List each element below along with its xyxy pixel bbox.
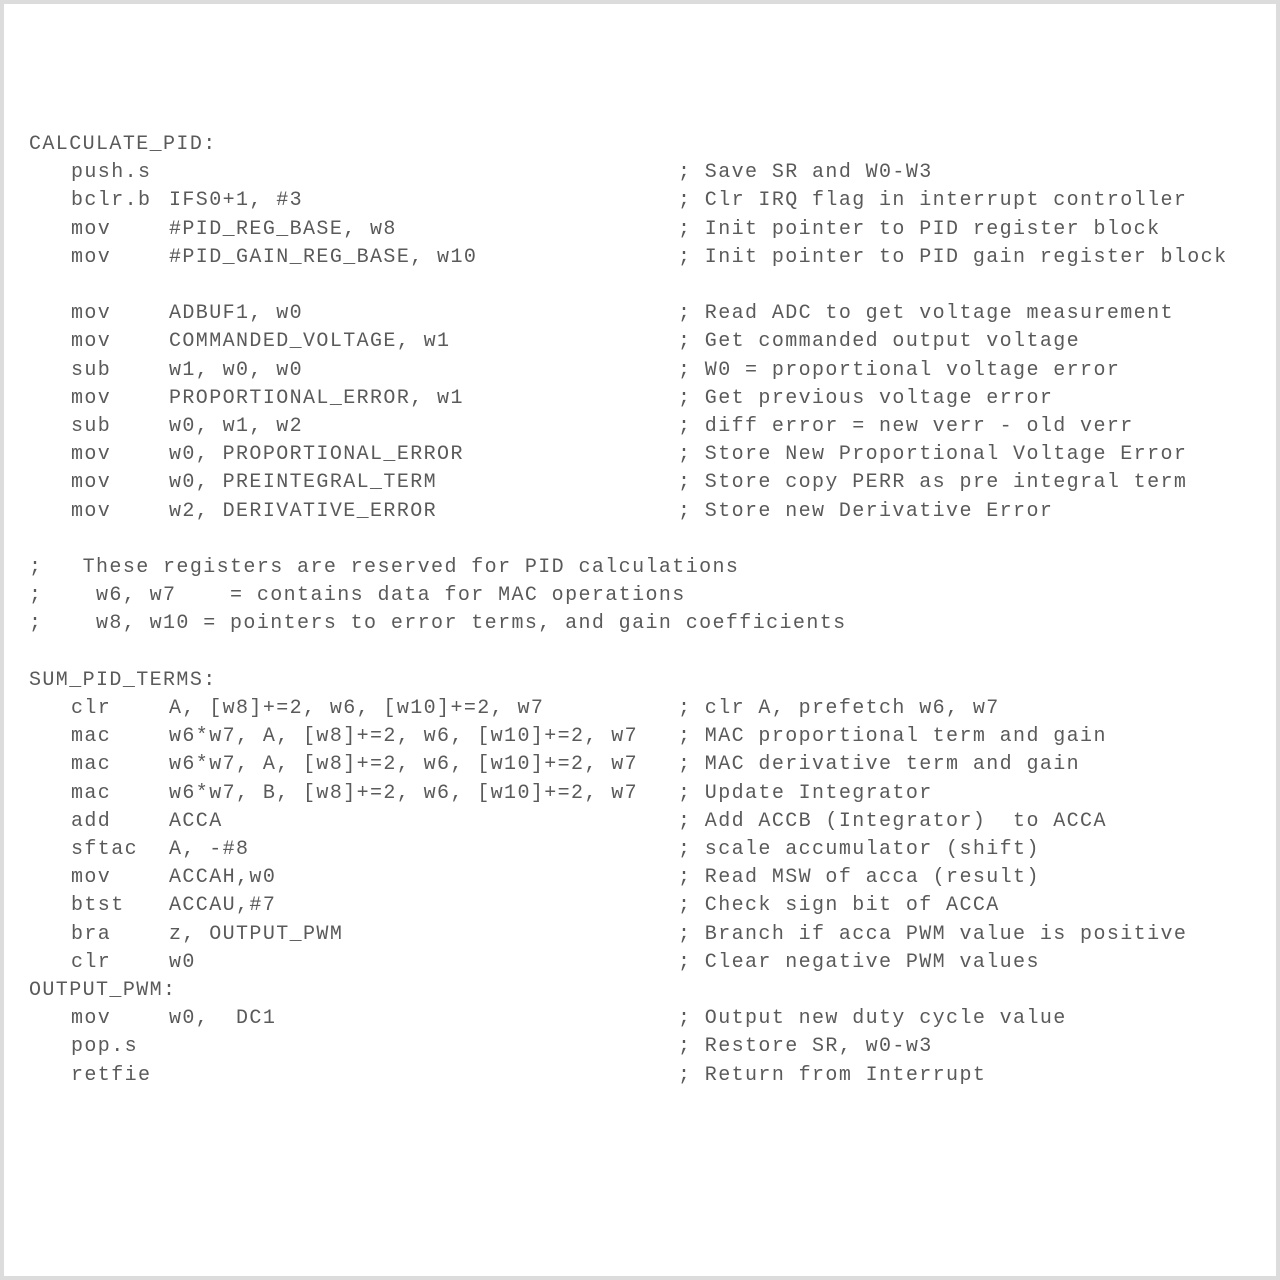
instruction-comment: ; MAC proportional term and gain [678,725,1107,749]
instruction-mnemonic: sub [71,415,112,438]
instruction-line [4,1062,1276,1090]
instruction-line [4,1033,1276,1061]
comment-line [4,554,1276,582]
instruction-operands: A, [w8]+=2, w6, [w10]+=2, w7 [169,697,545,720]
instruction-comment: ; Read ADC to get voltage measurement [678,302,1174,326]
instruction-operands: w0, PREINTEGRAL_TERM [169,471,438,495]
instruction-comment: ; Check sign bit of ACCA [678,894,1000,918]
code-label-line [4,667,1276,695]
instruction-operands: w0 [169,950,196,974]
instruction-operands: COMMANDED_VOLTAGE, w1 [169,330,451,354]
instruction-line [4,244,1276,272]
instruction-line [4,498,1276,526]
instruction-operands: w6*w7, A, [w8]+=2, w6, [w10]+=2, w7 [169,753,639,777]
instruction-comment: ; scale accumulator (shift) [678,838,1040,861]
instruction-line [4,836,1276,864]
instruction-line [4,413,1276,441]
instruction-comment: ; Branch if acca PWM value is positive [678,922,1188,946]
instruction-operands: w1, w0, w0 [169,358,304,382]
document-page [4,4,1276,1276]
instruction-mnemonic: bclr.b [71,189,152,213]
instruction-line [4,328,1276,356]
instruction-operands: w6*w7, A, [w8]+=2, w6, [w10]+=2, w7 [169,725,639,749]
instruction-mnemonic: mov [71,217,112,241]
instruction-line [4,216,1276,244]
instruction-operands: w0, PROPORTIONAL_ERROR [169,443,464,467]
instruction-line [4,892,1276,920]
blank-line [4,639,1276,667]
instruction-line [4,723,1276,751]
instruction-line [4,1005,1276,1033]
instruction-comment: ; Get previous voltage error [678,386,1054,410]
instruction-mnemonic: mov [71,302,112,326]
instruction-line [4,187,1276,215]
instruction-comment: ; clr A, prefetch w6, w7 [678,697,1000,720]
instruction-line [4,921,1276,949]
blank-line [4,526,1276,554]
instruction-mnemonic: mac [71,753,112,777]
instruction-mnemonic: pop.s [71,1035,139,1059]
instruction-mnemonic: mov [71,471,112,495]
instruction-mnemonic: btst [71,894,125,918]
instruction-comment: ; Restore SR, w0-w3 [678,1035,933,1059]
instruction-operands: w6*w7, B, [w8]+=2, w6, [w10]+=2, w7 [169,781,639,805]
instruction-mnemonic: mac [71,781,112,805]
instruction-line [4,808,1276,836]
instruction-mnemonic: mov [71,386,112,410]
instruction-operands: #PID_REG_BASE, w8 [169,217,397,241]
instruction-mnemonic: retfie [71,1063,152,1087]
instruction-comment: ; Get commanded output voltage [678,330,1081,354]
instruction-comment: ; Update Integrator [678,781,933,805]
instruction-operands: IFS0+1, #3 [169,189,304,213]
instruction-comment: ; Add ACCB (Integrator) to ACCA [678,809,1107,833]
instruction-comment: ; Save SR and W0-W3 [678,161,933,185]
assembly-listing [4,4,1276,1276]
instruction-line [4,441,1276,469]
instruction-mnemonic: sub [71,358,112,382]
instruction-mnemonic: mov [71,1007,112,1031]
instruction-mnemonic: sftac [71,838,139,861]
instruction-mnemonic: mov [71,443,112,467]
instruction-line [4,864,1276,892]
instruction-comment: ; Output new duty cycle value [678,1007,1067,1031]
instruction-mnemonic: bra [71,922,112,946]
instruction-line [4,949,1276,977]
comment-line [4,582,1276,610]
instruction-line [4,751,1276,779]
instruction-operands: ACCAU,#7 [169,894,277,918]
instruction-operands: A, -#8 [169,838,250,861]
instruction-comment: ; Return from Interrupt [678,1063,987,1087]
instruction-line [4,469,1276,497]
instruction-mnemonic: mac [71,725,112,749]
instruction-comment: ; Clear negative PWM values [678,950,1040,974]
instruction-comment: ; Store New Proportional Voltage Error [678,443,1188,467]
instruction-line [4,300,1276,328]
instruction-comment: ; Read MSW of acca (result) [678,866,1040,890]
instruction-comment: ; MAC derivative term and gain [678,753,1081,777]
code-label: SUM_PID_TERMS: [29,668,217,692]
instruction-mnemonic: mov [71,245,112,269]
instruction-operands: ADBUF1, w0 [169,302,304,326]
comment-line [4,610,1276,638]
blank-line [4,272,1276,300]
instruction-mnemonic: mov [71,330,112,354]
instruction-comment: ; Init pointer to PID register block [678,217,1161,241]
instruction-line [4,357,1276,385]
instruction-line [4,780,1276,808]
instruction-comment: ; Store new Derivative Error [678,499,1054,523]
instruction-operands: w0, w1, w2 [169,415,304,438]
instruction-operands: PROPORTIONAL_ERROR, w1 [169,386,464,410]
instruction-mnemonic: clr [71,697,112,720]
instruction-operands: w0, DC1 [169,1007,277,1031]
instruction-operands: ACCAH,w0 [169,866,277,890]
instruction-comment: ; Clr IRQ flag in interrupt controller [678,189,1188,213]
instruction-comment: ; W0 = proportional voltage error [678,358,1121,382]
instruction-operands: w2, DERIVATIVE_ERROR [169,499,438,523]
instruction-operands: z, OUTPUT_PWM [169,922,344,946]
instruction-operands: #PID_GAIN_REG_BASE, w10 [169,245,478,269]
instruction-mnemonic: mov [71,866,112,890]
instruction-line [4,385,1276,413]
instruction-mnemonic: mov [71,499,112,523]
code-label-line [4,131,1276,159]
instruction-operands: ACCA [169,809,223,833]
instruction-mnemonic: add [71,809,112,833]
comment-text: ; These registers are reserved for PID calculations [29,556,740,579]
instruction-mnemonic: clr [71,950,112,974]
comment-text: ; w8, w10 = pointers to error terms, and gain coefficients [29,612,847,636]
instruction-comment: ; diff error = new verr - old verr [678,415,1134,438]
code-label: CALCULATE_PID: [29,133,217,156]
code-label-line [4,977,1276,1005]
instruction-mnemonic: push.s [71,161,152,185]
instruction-comment: ; Init pointer to PID gain register block [678,245,1228,269]
instruction-line [4,695,1276,723]
code-label: OUTPUT_PWM: [29,979,177,1002]
instruction-line [4,159,1276,187]
instruction-comment: ; Store copy PERR as pre integral term [678,471,1188,495]
comment-text: ; w6, w7 = contains data for MAC operations [29,584,686,608]
